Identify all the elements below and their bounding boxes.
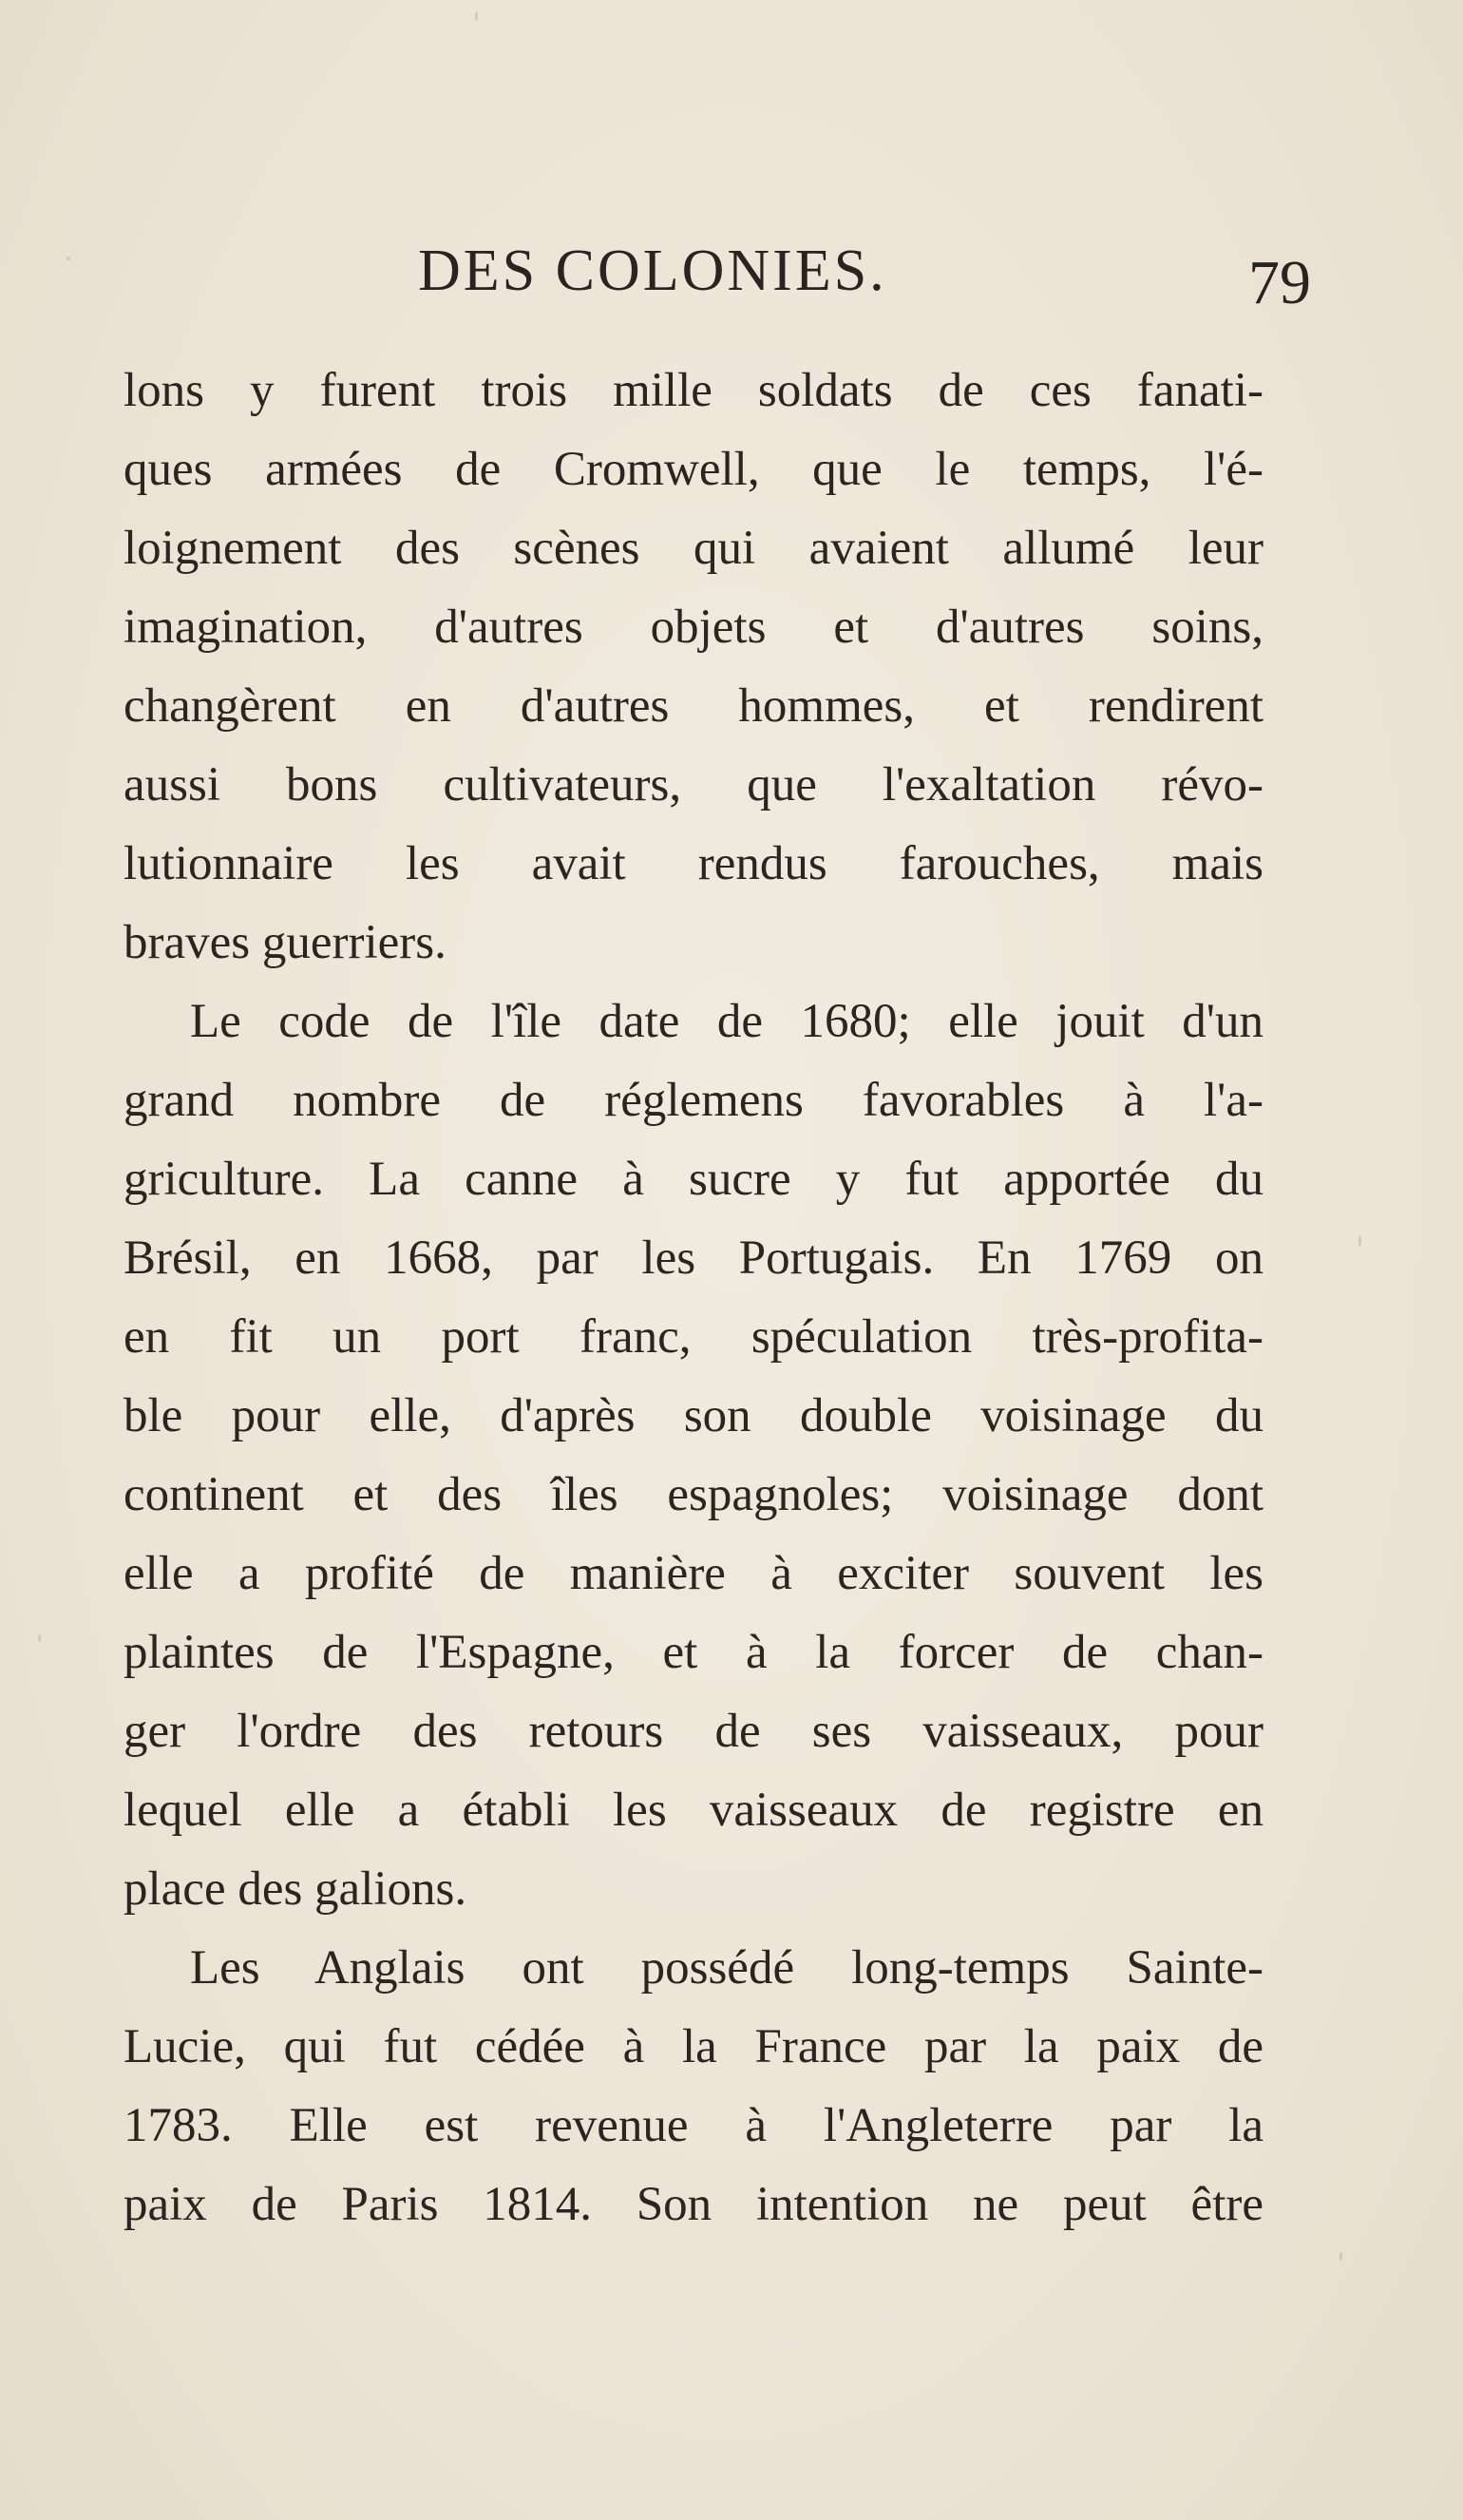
text-line: elle a profité de manière à exciter souvent les: [124, 1547, 1264, 1600]
paragraph-start-line: Le code de l'île date de 1680; elle jouit d'un: [190, 995, 1264, 1048]
text-line: aussi bons cultivateurs, que l'exaltation révo-: [124, 758, 1264, 811]
text-line: plaintes de l'Espagne, et à la forcer de chan-: [124, 1626, 1264, 1679]
text-line: paix de Paris 1814. Son intention ne peut être: [124, 2178, 1264, 2231]
paragraph-start-line: Les Anglais ont possédé long-temps Sainte-: [190, 1941, 1264, 1995]
text-line: 1783. Elle est revenue à l'Angleterre par la: [124, 2099, 1264, 2152]
paper-speck: [66, 257, 70, 260]
text-line: braves guerriers.: [124, 916, 446, 969]
paper-speck: [38, 1634, 41, 1642]
text-line: Brésil, en 1668, par les Portugais. En 1769 on: [124, 1231, 1264, 1285]
text-line: loignement des scènes qui avaient allumé leur: [124, 522, 1264, 575]
running-title: DES COLONIES.: [418, 239, 887, 303]
text-line: griculture. La canne à sucre y fut apportée du: [124, 1153, 1264, 1206]
text-line: ques armées de Cromwell, que le temps, l'é-: [124, 443, 1264, 496]
paper-speck: [475, 11, 478, 21]
page-number: 79: [1248, 248, 1311, 317]
text-line: place des galions.: [124, 1862, 467, 1916]
text-line: imagination, d'autres objets et d'autres soins,: [124, 601, 1264, 654]
text-line: ger l'ordre des retours de ses vaisseaux, pour: [124, 1705, 1264, 1758]
text-line: Lucie, qui fut cédée à la France par la paix de: [124, 2020, 1264, 2073]
text-line: lutionnaire les avait rendus farouches, mais: [124, 837, 1264, 890]
page-header: [124, 238, 1320, 323]
paper-speck: [1340, 2252, 1342, 2261]
text-line: ble pour elle, d'après son double voisinage du: [124, 1389, 1264, 1442]
body-text: [124, 352, 1264, 2244]
paper-speck: [1358, 1235, 1361, 1247]
text-line: lons y furent trois mille soldats de ces fanati-: [124, 364, 1264, 417]
text-line: continent et des îles espagnoles; voisinage dont: [124, 1468, 1264, 1521]
text-line: en fit un port franc, spéculation très-profita-: [124, 1310, 1264, 1364]
text-line: lequel elle a établi les vaisseaux de registre en: [124, 1784, 1264, 1837]
text-line: changèrent en d'autres hommes, et rendirent: [124, 679, 1264, 733]
text-line: grand nombre de réglemens favorables à l'a-: [124, 1074, 1264, 1127]
